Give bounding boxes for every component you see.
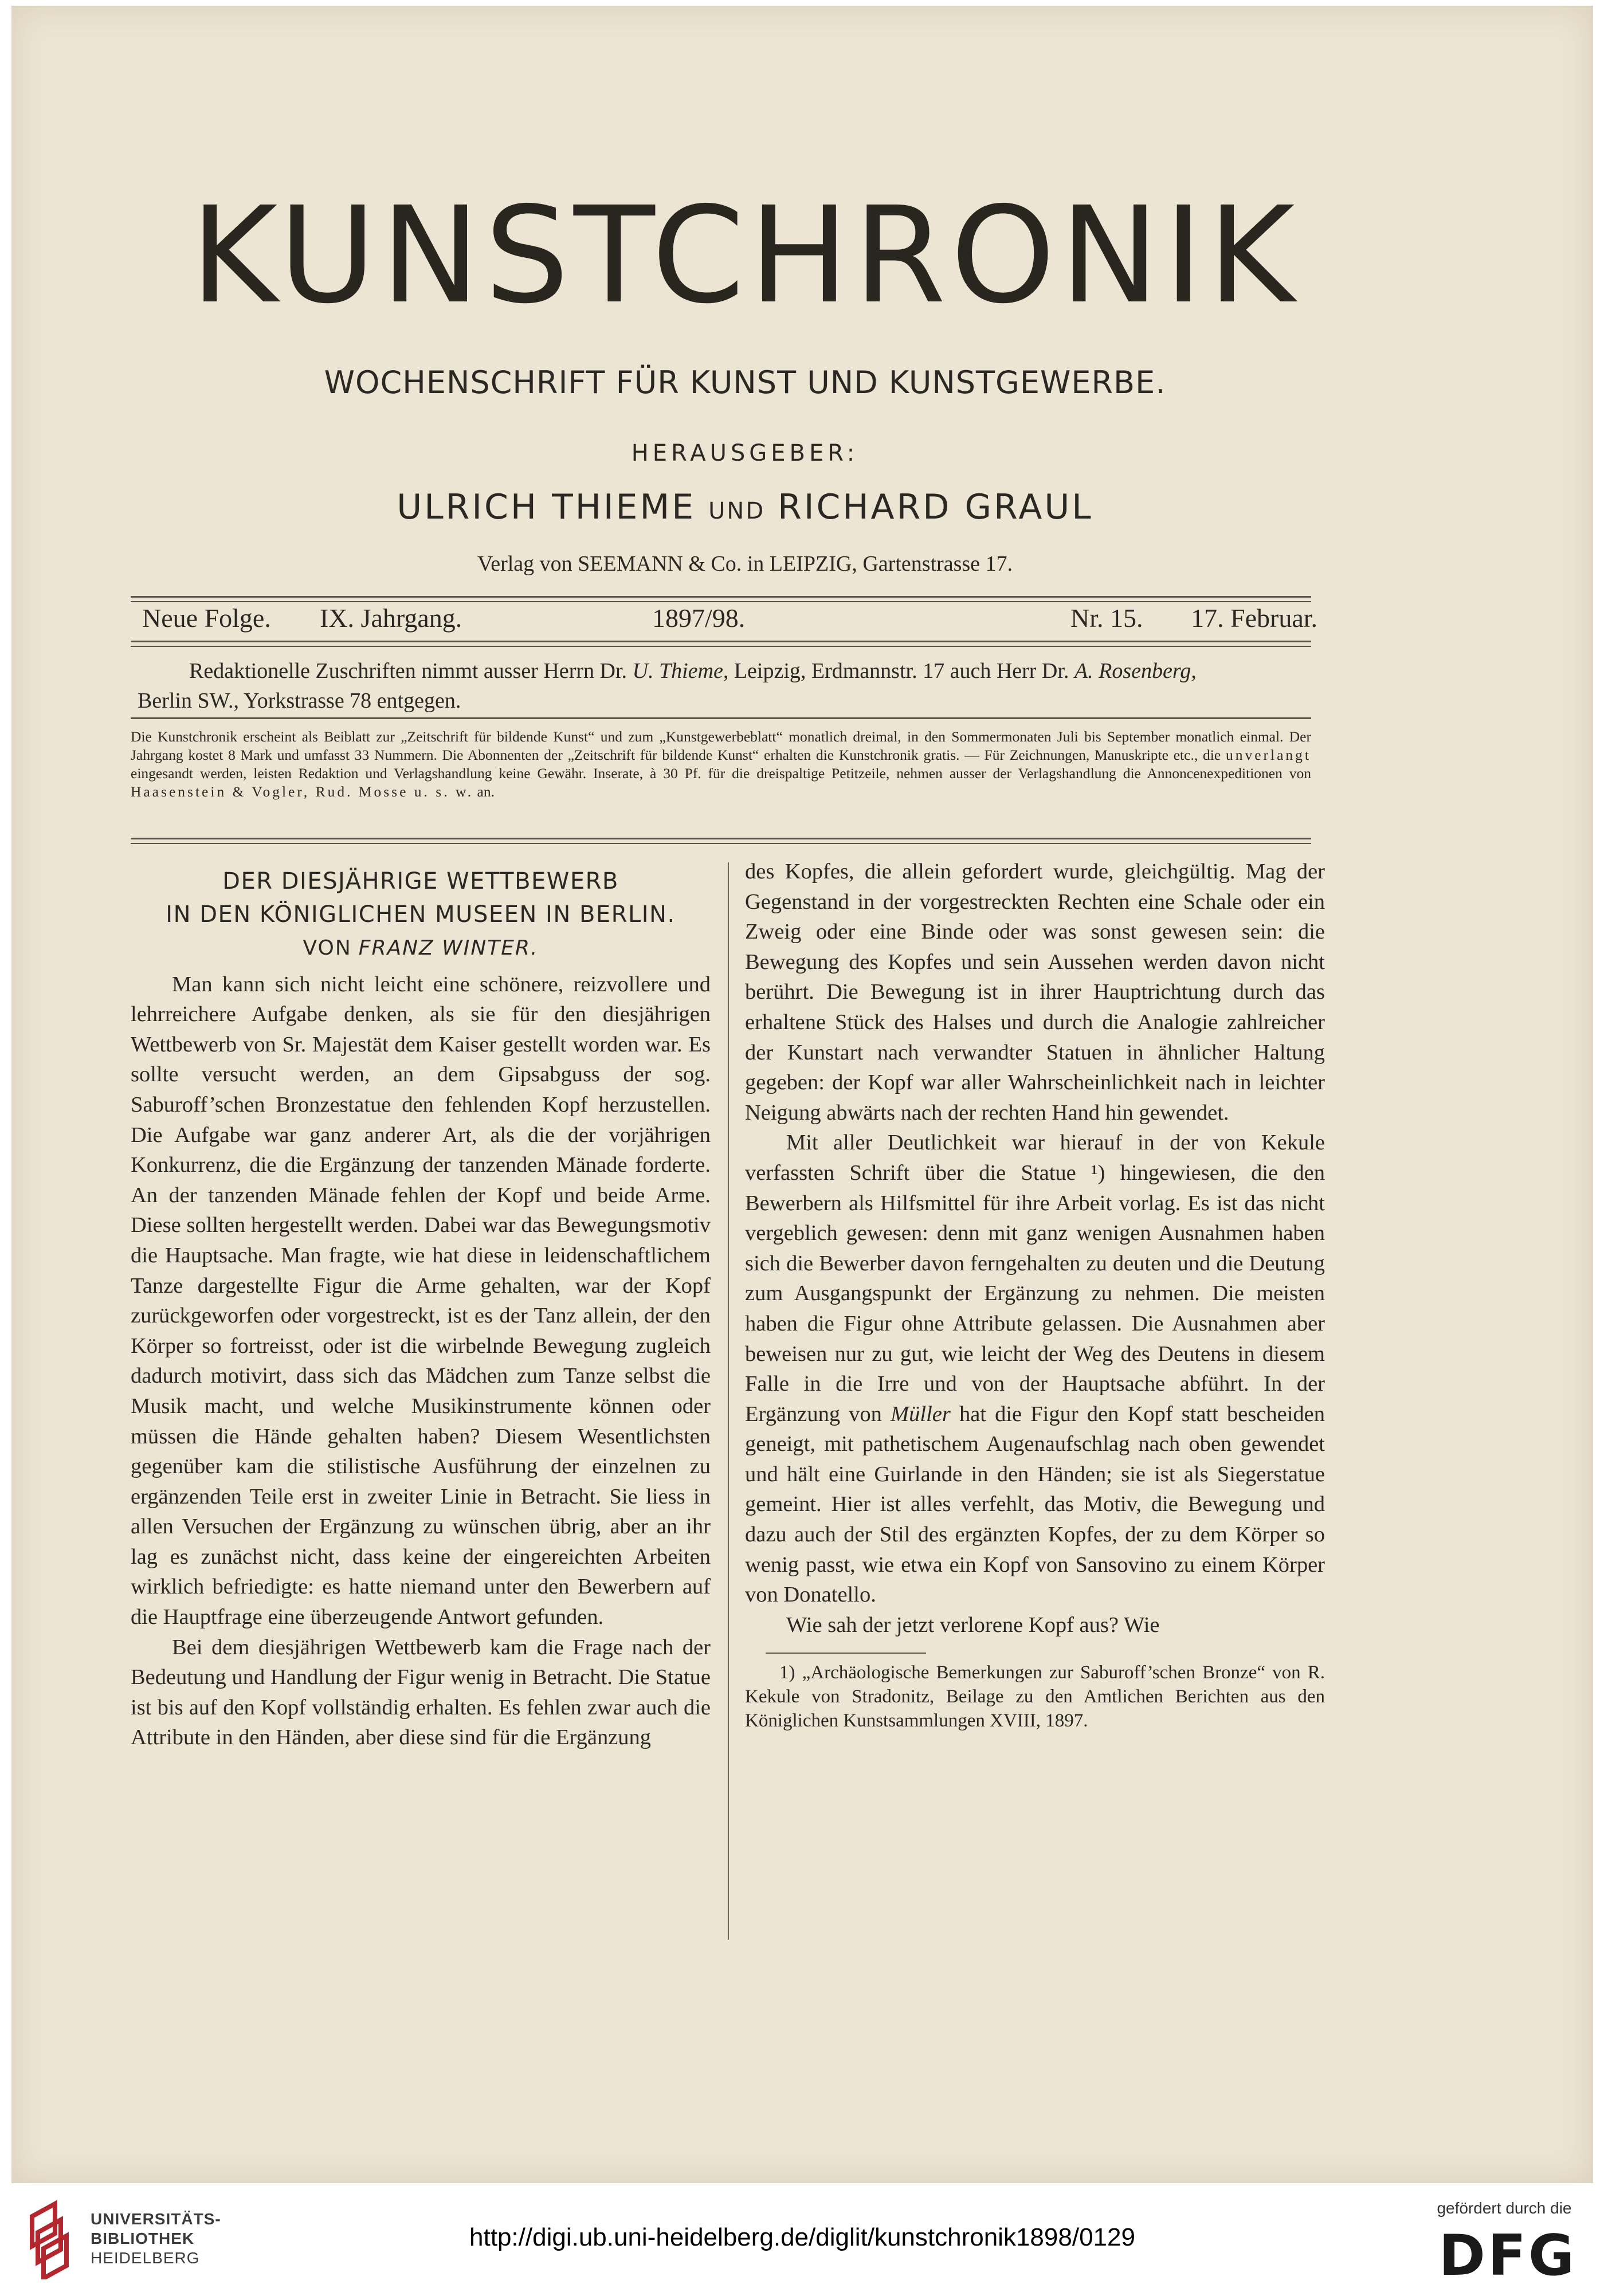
und-conjunction: UND bbox=[708, 498, 766, 524]
funded-by-label: gefördert durch die bbox=[1437, 2199, 1572, 2217]
publisher-line: Verlag von SEEMANN & Co. in LEIPZIG, Gartenstrasse 17. bbox=[477, 552, 1013, 576]
smallprint-part2: eingesandt werden, leisten Redaktion und Verlagshandlung keine Gewähr. Inserate, à 30 Pf. für die dreispaltige Petitzeile, nehmen ausser der Verlagshandlung die Annoncenexpeditionen von bbox=[131, 765, 1311, 782]
university-library-name bbox=[91, 2209, 221, 2268]
smallprint-part1: Die Kunstchronik erscheint als Beiblatt zur „Zeitschrift für bildende Kunst“ und zum „Kunstgewerbeblatt“ monatlich dreimal, in den Sommermonaten Juli bis September monatlich einmal. Der Jahrgang kostet 8 Mark und umfasst 33 Nummern. Die Abonnenten der „Zeitschrift für bildende Kunst“ erhalten die Kunstchronik gratis. — Für Zeichnungen, Manuskripte etc., die bbox=[131, 728, 1311, 763]
issue-number: Nr. 15. bbox=[1070, 603, 1143, 633]
rule-above-article bbox=[131, 838, 1311, 844]
masthead-title: KUNSTCHRONIK bbox=[190, 178, 1300, 333]
masthead-subtitle: WOCHENSCHRIFT FÜR KUNST UND KUNSTGEWERBE. bbox=[324, 364, 1166, 401]
paragraph-4-text: Mit aller Deutlichkeit war hierauf in der von Kekule verfassten Schrift über die Statue ¹) hingewiesen, die den Bewerbern als Hilfsmittel für ihre Arbeit vorlag. Es ist das nicht vergeblich gewesen: denn mit ganz wenigen Ausnahmen haben sich die Bewerber davon ferngehalten zu deuten und die Deutung zum Ausgangspunkt der Ergänzung zu nehmen. Die meisten haben die Figur ohne Attribute gelassen. Die Ausnahmen aber beweisen nur zu gut, wie leicht der Weg des Deutens in diesem Falle in die Irre und von der Hauptsache abführt. In der Ergänzung von bbox=[745, 1131, 1325, 1426]
source-url-link[interactable]: http://digi.ub.uni-heidelberg.de/diglit/kunstchronik1898/0129 bbox=[469, 2223, 1135, 2251]
smallprint-emph2: Haasenstein & Vogler, Rud. Mosse u. s. w. bbox=[131, 783, 474, 800]
paragraph-2: Bei dem diesjährigen Wettbewerb kam die Frage nach der Bedeutung und Handlung der Figur wenig in Betracht. Die Statue ist bis auf den Kopf vollständig erhalten. Es fehlen zwar auch die Attribute in den Händen, aber diese sind für die Ergänzung bbox=[131, 1635, 711, 1750]
editors-line bbox=[126, 487, 1364, 527]
rule-above-smallprint bbox=[131, 717, 1311, 719]
library-line-1: UNIVERSITÄTS- bbox=[91, 2210, 221, 2228]
byline-prefix: VON bbox=[303, 936, 352, 960]
library-line-3: HEIDELBERG bbox=[91, 2249, 200, 2267]
byline-author: FRANZ WINTER. bbox=[358, 936, 539, 960]
university-library-logo-icon bbox=[21, 2199, 84, 2279]
issue-volume: IX. Jahrgang. bbox=[320, 603, 462, 633]
smallprint-emph1: unverlangt bbox=[1225, 747, 1312, 763]
editor-thieme: ULRICH THIEME bbox=[397, 487, 696, 527]
rule-below-info bbox=[131, 641, 1311, 647]
column-divider bbox=[728, 862, 729, 1940]
footnote bbox=[745, 1661, 1325, 1733]
paragraph-4 bbox=[745, 1128, 1325, 1610]
article-byline bbox=[131, 933, 711, 964]
notice-name-thieme: U. Thieme, bbox=[632, 659, 729, 683]
issue-info-row bbox=[131, 603, 1318, 637]
right-column bbox=[745, 857, 1325, 1733]
subscription-notice bbox=[131, 728, 1311, 801]
issue-series: Neue Folge. bbox=[142, 603, 271, 633]
paragraph-4-name-mueller: Müller bbox=[891, 1402, 951, 1426]
editorial-notice bbox=[138, 656, 1307, 716]
notice-line-2: Berlin SW., Yorkstrasse 78 entgegen. bbox=[138, 689, 461, 713]
rule-top bbox=[131, 596, 1311, 602]
footnote-text: 1) „Archäologische Bemerkungen zur Saburoff’schen Bronze“ von R. Kekule von Stradonitz, Beilage zu den Amtlichen Berichten aus den Königlichen Kunstsammlungen XVIII, 1897. bbox=[745, 1662, 1325, 1732]
paragraph-1: Man kann sich nicht leicht eine schönere, reizvollere und lehrreichere Aufgabe denken, als sie für den diesjährigen Wettbewerb von Sr. Majestät dem Kaiser gestellt worden war. Es sollte versucht werden, an dem Gipsabguss der sog. Saburoff’schen Bronzestatue den fehlenden Kopf herzustellen. Die Aufgabe war ganz anderer Art, als die der vorjährigen Konkurrenz, die die Ergänzung der tanzenden Mänade forderte. An der tanzenden Mänade fehlen der Kopf und beide Arme. Diese sollten hergestellt werden. Dabei war das Bewegungsmotiv die Hauptsache. Man fragte, wie hat diese in leidenschaftlichem Tanze dargestellte Figur die Arme gehalten, war der Kopf zurückgeworfen oder vorgestreckt, ist es der Tanz allein, der den Körper so fortreisst, oder ist die wirbelnde Bewegung zugleich dadurch motivirt, dass sich das Mädchen zum Tanze selbst die Musik macht, und welche Musikinstrumente können oder müssen die Hände gehalten haben? Diesem Wesentlichsten gegenüber kam die stilistische Ausführung der einzelnen zu ergänzenden Teile erst in zweiter Linie in Betracht. Sie liess in allen Versuchen der Ergänzung zu wünschen übrig, aber an ihr lag es zunächst nicht, dass keine der eingereichten Arbeiten wirklich befriedigte: es hatte niemand unter den Bewerbern auf die Hauptfrage eine überzeugende Antwort gefunden. bbox=[131, 972, 711, 1630]
library-line-2: BIBLIOTHEK bbox=[91, 2230, 195, 2247]
herausgeber-label: HERAUSGEBER: bbox=[631, 440, 859, 466]
article-title-line1: DER DIESJÄHRIGE WETTBEWERB bbox=[222, 868, 619, 894]
footnote-rule bbox=[766, 1653, 926, 1654]
paragraph-3: des Kopfes, die allein gefordert wurde, gleichgültig. Mag der Gegenstand in der vorgestreckten Rechten eine Schale oder ein Zweig oder eine Binde oder was sonst gewesen sein: die Bewegung des Kopfes und sein Aussehen werden davon nicht berührt. Die Bewegung ist in ihrer Hauptrichtung durch das erhaltene Stück des Halses und durch die Analogie zahlreicher der Kunstart nach verwandter Statuen in ähnlicher Haltung gegeben: der Kopf war aller Wahrscheinlichkeit nach in leichter Neigung abwärts nach der rechten Hand hin gewendet. bbox=[745, 859, 1325, 1125]
left-column bbox=[131, 857, 711, 1753]
paragraph-4-rest: hat die Figur den Kopf statt bescheiden geneigt, mit pathetischem Augenaufschlag nach oben gewendet und hält eine Guirlande in den Händen; sie ist als Siegerstatue gemeint. Hier ist alles verfehlt, das Motiv, die Bewegung und dazu auch der Stil des ergänzten Kopfes, der zu dem Körper so wenig passt, wie etwa ein Kopf von Sansovino zu einem Körper von Donatello. bbox=[745, 1402, 1325, 1607]
article-title bbox=[131, 865, 711, 931]
notice-text-b: Leipzig, Erdmannstr. 17 auch Herr Dr. bbox=[734, 659, 1069, 683]
article-title-line2: IN DEN KÖNIGLICHEN MUSEEN IN BERLIN. bbox=[166, 901, 676, 928]
issue-years: 1897/98. bbox=[652, 603, 746, 633]
editor-graul: RICHARD GRAUL bbox=[778, 487, 1093, 527]
dfg-logo: DFG bbox=[1438, 2223, 1577, 2289]
smallprint-part3: an. bbox=[477, 783, 495, 800]
issue-date: 17. Februar. bbox=[1191, 603, 1318, 633]
notice-name-rosenberg: A. Rosenberg, bbox=[1074, 659, 1197, 683]
notice-text-a: Redaktionelle Zuschriften nimmt ausser Herrn Dr. bbox=[189, 659, 628, 683]
paragraph-5: Wie sah der jetzt verlorene Kopf aus? Wie bbox=[786, 1612, 1160, 1637]
